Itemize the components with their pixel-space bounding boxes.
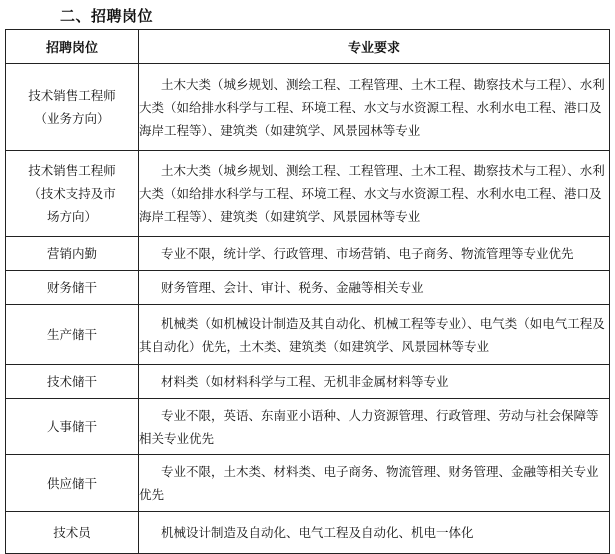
jobs-table <box>5 29 610 554</box>
position-cell: 技术员 <box>6 512 139 554</box>
table-row <box>6 151 610 237</box>
position-cell: 营销内勤 <box>6 237 139 271</box>
requirement-cell: 专业不限，统计学、行政管理、市场营销、电子商务、物流管理等专业优先 <box>139 237 610 271</box>
position-cell: 技术销售工程师 （技术支持及市 场方向） <box>6 151 139 237</box>
table-row <box>6 512 610 554</box>
requirement-cell: 专业不限，土木类、材料类、电子商务、物流管理、财务管理、金融等相关专业优先 <box>139 455 610 512</box>
table-row <box>6 64 610 151</box>
position-cell: 技术储干 <box>6 365 139 399</box>
table-header-row <box>6 30 610 64</box>
requirement-cell: 专业不限，英语、东南亚小语种、人力资源管理、行政管理、劳动与社会保障等相关专业优先 <box>139 399 610 455</box>
requirement-cell: 机械类（如机械设计制造及其自动化、机械工程等专业）、电气类（如电气工程及其自动化）优先，土木类、建筑类（如建筑学、风景园林等专业 <box>139 305 610 365</box>
requirement-cell: 材料类（如材料科学与工程、无机非金属材料等专业 <box>139 365 610 399</box>
table-row <box>6 271 610 305</box>
position-cell: 生产储干 <box>6 305 139 365</box>
position-cell: 技术销售工程师 （业务方向） <box>6 64 139 151</box>
header-requirement: 专业要求 <box>139 30 610 64</box>
position-cell: 人事储干 <box>6 399 139 455</box>
table-row <box>6 365 610 399</box>
section-heading: 二、招聘岗位 <box>60 7 154 25</box>
table-row <box>6 237 610 271</box>
table-row <box>6 305 610 365</box>
table-row <box>6 455 610 512</box>
table-row <box>6 399 610 455</box>
requirement-cell: 土木大类（城乡规划、测绘工程、工程管理、土木工程、勘察技术与工程）、水利大类（如给排水科学与工程、环境工程、水文与水资源工程、水利水电工程、港口及海岸工程等）、建筑类（如建筑学、风景园林等专业 <box>139 151 610 237</box>
requirement-cell: 机械设计制造及自动化、电气工程及自动化、机电一体化 <box>139 512 610 554</box>
requirement-cell: 财务管理、会计、审计、税务、金融等相关专业 <box>139 271 610 305</box>
position-cell: 供应储干 <box>6 455 139 512</box>
position-cell: 财务储干 <box>6 271 139 305</box>
requirement-cell: 土木大类（城乡规划、测绘工程、工程管理、土木工程、勘察技术与工程）、水利大类（如给排水科学与工程、环境工程、水文与水资源工程、水利水电工程、港口及海岸工程等）、建筑类（如建筑学、风景园林等专业 <box>139 64 610 151</box>
header-position: 招聘岗位 <box>6 30 139 64</box>
